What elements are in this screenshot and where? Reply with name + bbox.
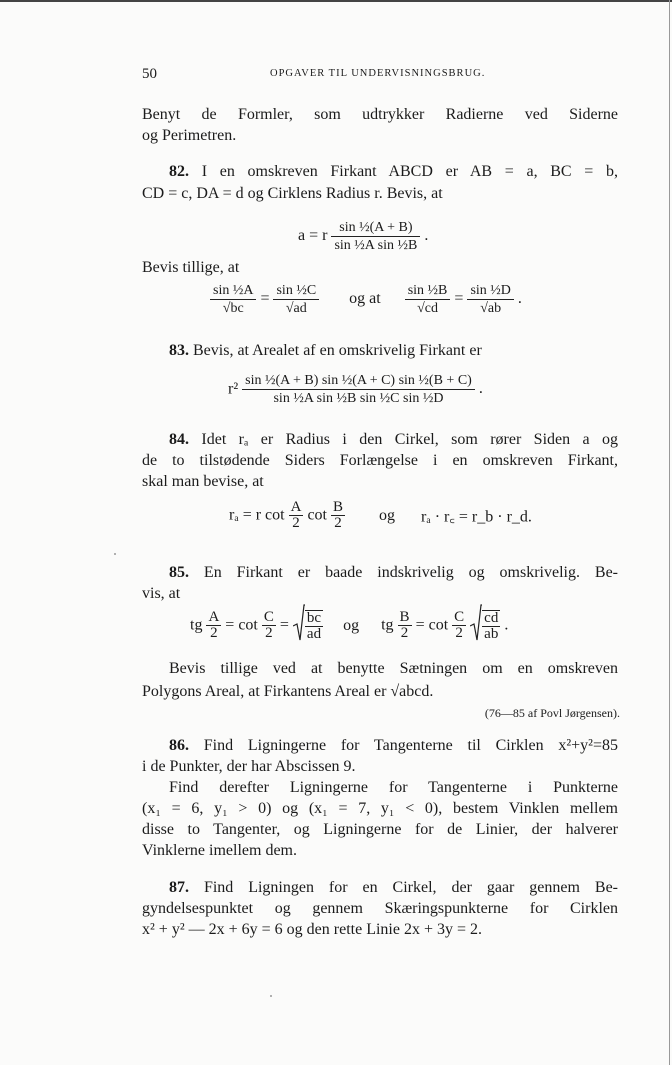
intro-line-1: Benyt de Formler, som udtrykker Radierne ved Siderne [142, 106, 618, 123]
f85-tg-1: tg [190, 616, 203, 634]
problem-86-number: 86. [169, 737, 189, 754]
problem-85-also-1 [142, 658, 618, 679]
formula-84-lhs: rₐ = r cot [229, 506, 285, 524]
problem-86-line-6: Vinklerne imellem dem. [142, 842, 297, 859]
f85-ab: ab [484, 625, 499, 642]
formula-84-two-a: 2 [292, 515, 300, 531]
scan-speck [114, 553, 116, 555]
problem-86-line-1 [142, 735, 618, 756]
formula-82-a: a = r $\frac{\text{sin ½(A + B)}}{\text{sin ½A sin ½B}}$ . [298, 220, 429, 253]
problem-85-also-text: Bevis tillige ved at benytte Sætningen om en omskreven [169, 660, 618, 677]
f3-den: √cd [417, 301, 439, 316]
f4-num: sin ½D [467, 282, 513, 300]
problem-86-text: Find Ligningerne for Tangenterne til Cirklen x²+y²=85 [203, 737, 619, 754]
problem-85-also-2: Polygons Areal, at Firkantens Areal er √abcd. [142, 683, 434, 700]
problem-86-line-5: disse to Tangenter, og Ligningerne for de Linier, der halverer [142, 821, 618, 838]
f85-B: B [399, 609, 410, 625]
problem-83-line-1 [142, 340, 618, 361]
problem-84-text: Idet rₐ er Radius i den Cirkel, som rører Siden a og [201, 431, 619, 448]
formula-84-b: B [333, 499, 344, 515]
problem-83-number: 83. [169, 342, 189, 359]
problem-84-line-2: de to tilstødende Siders Forlængelse i en omskreven Firkant, [142, 452, 618, 469]
f4-den: √ab [480, 301, 502, 316]
f85-ad: ad [306, 625, 322, 642]
formula-82-numerator: sin ½(A + B) [331, 219, 420, 237]
problem-84-line-3: skal man bevise, at [142, 473, 264, 490]
problem-87-line-3: x² + y² — 2x + 6y = 6 og den rette Linie 2x + 3y = 2. [142, 921, 482, 938]
problem-86-line-3-text: Find derefter Ligningerne for Tangenterne i Punkterne [169, 779, 618, 796]
f85-two-4: 2 [455, 625, 463, 641]
f85-two-2: 2 [265, 625, 273, 641]
problem-87-number: 87. [169, 879, 189, 896]
problem-85-line-1 [142, 562, 618, 583]
f85-A: A [208, 609, 220, 625]
f85-cot-2: cot [428, 616, 449, 634]
problem-84-line-1 [142, 429, 618, 450]
problem-82-line-1 [142, 161, 618, 182]
scan-top-border [0, 0, 672, 2]
f85-cd: cd [484, 609, 499, 626]
running-title: OPGAVER TIL UNDERVISNINGSBRUG. [270, 68, 486, 79]
og-at: og at [349, 290, 381, 308]
f85-two-1: 2 [210, 625, 218, 641]
problem-85-text: En Firkant er baade indskrivelig og omskrivelig. Be- [203, 564, 619, 581]
intro-line-2: og Perimetren. [142, 127, 237, 144]
f85-tg-2: tg [381, 616, 394, 634]
problem-82-also: Bevis tillige, at [142, 259, 240, 276]
problem-84-number: 84. [169, 431, 189, 448]
problem-85-line-2: vis, at [142, 585, 181, 602]
problem-87-line-1 [142, 877, 618, 898]
f1-num: sin ½A [210, 282, 256, 300]
formula-84-og: og [379, 506, 396, 524]
problem-86-line-2: i de Punkter, der har Abscissen 9. [142, 758, 356, 775]
f2-num: sin ½C [273, 282, 319, 300]
scan-right-border [669, 0, 670, 1065]
problem-82-text: I en omskreven Firkant ABCD er AB = a, BC = b, [201, 163, 619, 180]
f85-sqrt-2 [470, 604, 482, 647]
problem-83-text: Bevis, at Arealet af en omskrivelig Firkant er [193, 342, 482, 359]
f85-cot-1: cot [238, 616, 258, 634]
formula-84-a: A [290, 499, 302, 515]
f85-bc: bc [306, 609, 322, 626]
page-number: 50 [142, 66, 157, 82]
attribution: (76—85 af Povl Jørgensen). [484, 706, 620, 720]
formula-84-cot: cot [307, 506, 327, 524]
formula-83-denominator: sin ½A sin ½B sin ½C sin ½D [273, 391, 444, 406]
page-header [142, 66, 618, 86]
f2-den: √ad [285, 301, 307, 316]
formula-84 [229, 500, 532, 531]
formula-82-denominator: sin ½A sin ½B [334, 238, 418, 253]
f85-C-1: C [263, 609, 274, 625]
f85-two-3: 2 [400, 625, 409, 641]
f85-sqrt-1 [293, 604, 305, 647]
problem-85-number: 85. [169, 564, 189, 581]
f1-den: √bc [222, 301, 244, 316]
scan-speck [270, 995, 272, 997]
formula-84-rhs: rₐ · r꜀ = r_b · r_d. [421, 508, 532, 526]
problem-82-number: 82. [169, 163, 189, 180]
formula-85: tg $\frac{A}{2}$ = cot $\frac{C}{2}$ = $\frac{bc}{ad}$ og tg $\frac{B}{2}$ = cot $\frac{C}{2}$ $\frac{cd}{ab}$ . [190, 604, 508, 647]
f85-C-2: C [454, 609, 465, 625]
formula-82-b: $\frac{\text{sin ½A}}{√bc}$ = $\frac{\text{sin ½C}}{√ad}$ og at $\frac{\text{sin ½B}}{√cd}$ = $\frac{\text{sin ½D}}{√ab}$ . [210, 282, 522, 317]
formula-82-lhs: a = r [298, 227, 328, 245]
formula-83-prefix: r² [228, 380, 239, 398]
problem-87-text: Find Ligningen for en Cirkel, der gaar gennem Be- [203, 879, 618, 896]
formula-83-numerator: sin ½(A + B) sin ½(A + C) sin ½(B + C) [242, 372, 475, 390]
problem-86-line-4: (x₁ = 6, y₁ > 0) og (x₁ = 7, y₁ < 0), bestem Vinklen mellem [142, 800, 618, 817]
f85-og: og [343, 616, 360, 634]
problem-86-line-3 [142, 777, 618, 798]
formula-83: r² $\frac{\text{sin ½(A + B) sin ½(A + C) sin ½(B + C)}}{\text{sin ½A sin ½B sin ½C sin ½D}}$ . [228, 373, 483, 406]
problem-82-line-2: CD = c, DA = d og Cirklens Radius r. Bevis, at [142, 185, 443, 202]
f3-num: sin ½B [405, 282, 451, 300]
formula-84-two-b: 2 [334, 515, 342, 531]
problem-87-line-2: gyndelsespunktet og gennem Skæringspunkterne for Cirklen [142, 900, 618, 917]
